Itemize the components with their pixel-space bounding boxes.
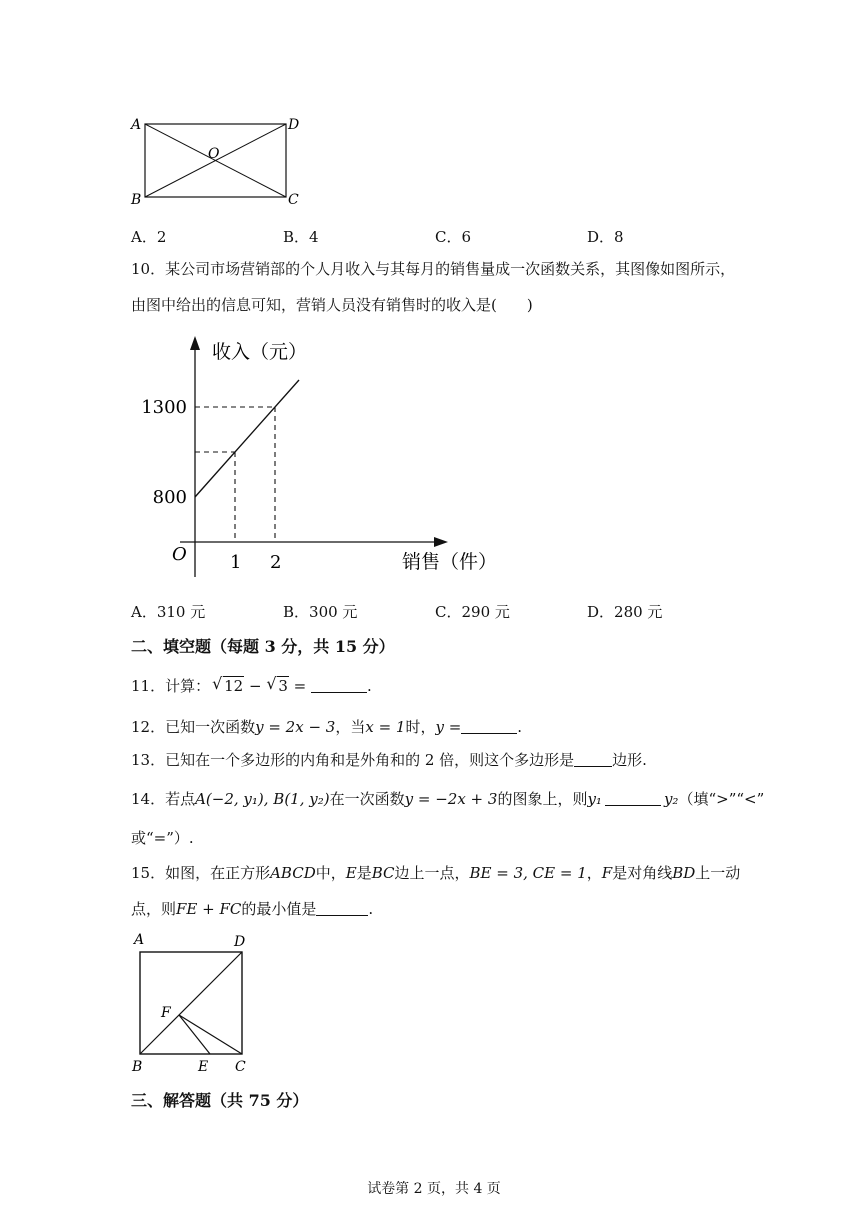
q15-f: F (601, 864, 613, 882)
q15-l1-a: 15．如图，在正方形 (131, 864, 271, 882)
q12-function: y = 2x − 3 (255, 718, 336, 736)
q11-radicand-2: 3 (278, 677, 288, 695)
label-a: A (131, 117, 142, 133)
income-sales-chart (130, 330, 510, 585)
q14-points: A(−2, y₁), B(1, y₂) (195, 790, 330, 808)
q15-l1-b: 中， (315, 864, 346, 882)
label-b: B (131, 192, 142, 208)
segment-fc (179, 1015, 242, 1054)
x-tick-label: 1 (230, 552, 242, 573)
radical-sign-icon: √ (212, 674, 223, 693)
q10-line2: 由图中给出的信息可知，营销人员没有销售时的收入是( ) (131, 296, 533, 314)
q9-option-b: B．4 (283, 228, 319, 246)
q12-prefix: 12．已知一次函数 (131, 718, 256, 736)
q14-mid2: 的图象上，则 (497, 790, 588, 808)
q11-radicand-1: 12 (224, 677, 244, 695)
section-3-title: 三、解答题（共 75 分） (131, 1091, 309, 1110)
q11-answer-blank[interactable] (311, 678, 367, 693)
q10-option-d: D．280 元 (587, 603, 663, 621)
y-axis-arrow (190, 336, 200, 350)
rectangle-figure (125, 112, 310, 212)
y-tick-label: 800 (152, 487, 187, 508)
q12 (131, 717, 522, 737)
q14-mid: 在一次函数 (329, 790, 405, 808)
q11-sqrt-12 (212, 676, 244, 696)
q15-bc: BC (371, 864, 395, 882)
q12-mid2: 时， (405, 718, 436, 736)
q13-end: 边形. (612, 751, 647, 769)
q11-sqrt-3 (266, 676, 289, 696)
q12-mid: ，当 (335, 718, 366, 736)
label-b: B (132, 1059, 143, 1075)
section-2-title: 二、填空题（每题 3 分，共 15 分） (131, 637, 395, 656)
q15-condition: BE = 3, CE = 1 (469, 864, 587, 882)
y-tick-label: 1300 (141, 397, 187, 418)
label-o: O (208, 146, 220, 162)
q13-answer-blank[interactable] (574, 752, 612, 767)
q13 (131, 750, 647, 770)
label-c: C (235, 1059, 246, 1075)
q15-bd: BD (672, 864, 696, 882)
label-d: D (288, 117, 300, 133)
diagonal-bd (140, 952, 242, 1054)
segment-fe (179, 1015, 210, 1054)
q15-line1 (131, 863, 740, 883)
q15-abcd: ABCD (270, 864, 316, 882)
q14-y1: y₁ (587, 790, 602, 808)
q11 (131, 676, 372, 696)
q15-line2 (131, 899, 373, 919)
q10-option-c: C．290 元 (435, 603, 510, 621)
x-tick-label: 2 (270, 552, 282, 573)
q15-l2-a: 点，则 (131, 900, 177, 918)
q14-line2: 或“=”）. (131, 829, 194, 847)
label-f: F (161, 1005, 171, 1021)
q14-answer-blank[interactable] (605, 791, 661, 806)
q15-end: . (368, 900, 374, 918)
radical-sign-icon: √ (266, 674, 277, 693)
origin-label: O (172, 544, 187, 565)
q14-hint: （填“>”“<” (678, 790, 765, 808)
square-figure (128, 928, 258, 1076)
q12-condition: x = 1 (365, 718, 406, 736)
label-e: E (198, 1059, 209, 1075)
q9-option-c: C．6 (435, 228, 472, 246)
q14-y2: y₂ (663, 790, 679, 808)
q11-minus: − (248, 677, 262, 695)
q15-l1-g: 上一动 (695, 864, 741, 882)
x-axis-arrow (434, 537, 448, 547)
function-line (195, 380, 299, 497)
y-axis-label: 收入（元） (212, 341, 308, 363)
q10-option-a: A．310 元 (131, 603, 206, 621)
q15-l1-d: 边上一点， (394, 864, 470, 882)
q14-line1 (131, 789, 764, 809)
q15-l1-f: 是对角线 (612, 864, 673, 882)
q15-answer-blank[interactable] (316, 901, 368, 916)
page-footer: 试卷第 2 页，共 4 页 (367, 1181, 501, 1197)
q9-option-a: A．2 (131, 228, 167, 246)
q14-function: y = −2x + 3 (404, 790, 498, 808)
q15-l1-c: 是 (356, 864, 372, 882)
q12-end: . (517, 718, 523, 736)
q12-answer-blank[interactable] (461, 719, 517, 734)
q11-end: . (367, 677, 372, 695)
q11-equals: = (293, 677, 307, 695)
q10-option-b: B．300 元 (283, 603, 358, 621)
q12-ask: y = (435, 718, 462, 736)
q9-option-d: D．8 (587, 228, 624, 246)
label-d: D (234, 934, 246, 950)
q10-line1: 10．某公司市场营销部的个人月收入与其每月的销售量成一次函数关系，其图像如图所示， (131, 260, 736, 278)
q15-expression: FE + FC (176, 900, 242, 918)
x-axis-label: 销售（件） (402, 551, 498, 573)
label-a: A (134, 932, 145, 948)
q15-e: E (345, 864, 357, 882)
q14-prefix: 14．若点 (131, 790, 196, 808)
label-c: C (288, 192, 299, 208)
q15-l1-e: ， (586, 864, 602, 882)
q15-l2-b: 的最小值是 (241, 900, 317, 918)
q13-text: 13．已知在一个多边形的内角和是外角和的 2 倍，则这个多边形是 (131, 751, 575, 769)
q11-prefix: 11．计算： (131, 677, 211, 695)
